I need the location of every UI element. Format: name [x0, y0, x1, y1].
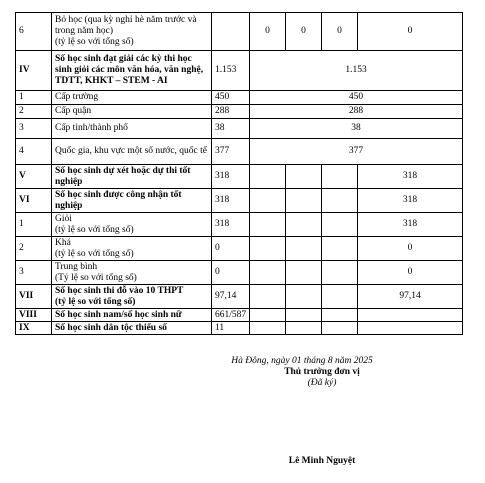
- row-number: 2: [16, 105, 52, 119]
- table-row: [16, 105, 463, 119]
- value-cell: 97,14: [358, 285, 463, 309]
- row-label: Bỏ học (qua kỳ nghỉ hè năm trước và trong năm học) (tỷ lệ so với tổng số): [52, 13, 212, 51]
- value-cell: 0: [358, 237, 463, 261]
- table-row: [16, 285, 463, 309]
- row-number: 3: [16, 119, 52, 139]
- table-row: [16, 91, 463, 105]
- empty-cell: [358, 309, 463, 322]
- report-table: [15, 12, 463, 335]
- row-label: Số học sinh thi đỗ vào 10 THPT (tỷ lệ so với tổng số): [52, 285, 212, 309]
- merged-value-cell: 1.153: [250, 51, 463, 91]
- empty-cell: [286, 237, 322, 261]
- table-row: [16, 213, 463, 237]
- empty-cell: [250, 309, 286, 322]
- empty-cell: [286, 285, 322, 309]
- empty-cell: [250, 213, 286, 237]
- report-table-body: [16, 13, 463, 335]
- row-number: 3: [16, 261, 52, 285]
- value-cell: 318: [358, 165, 463, 189]
- row-number: IX: [16, 322, 52, 335]
- table-row: [16, 261, 463, 285]
- empty-cell: [250, 189, 286, 213]
- row-label: Số học sinh được công nhận tốt nghiệp: [52, 189, 212, 213]
- row-number: 6: [16, 13, 52, 51]
- empty-cell: [250, 285, 286, 309]
- row-number: VII: [16, 285, 52, 309]
- table-row: [16, 322, 463, 335]
- table-row: [16, 165, 463, 189]
- empty-cell: [322, 165, 358, 189]
- total-cell: 318: [212, 165, 250, 189]
- table-row: [16, 139, 463, 165]
- empty-cell: [250, 261, 286, 285]
- signature-date: Hà Đông, ngày 01 tháng 8 năm 2025: [231, 356, 373, 366]
- table-row: [16, 189, 463, 213]
- table-row: [16, 51, 463, 91]
- empty-cell: [322, 309, 358, 322]
- signature-title: Thủ trưởng đơn vị: [284, 367, 360, 377]
- total-cell: 661/587: [212, 309, 250, 322]
- row-number: 1: [16, 213, 52, 237]
- empty-cell: [322, 285, 358, 309]
- value-cell: 318: [358, 213, 463, 237]
- total-cell: 377: [212, 139, 250, 165]
- empty-cell: [286, 213, 322, 237]
- value-cell: [212, 13, 250, 51]
- empty-cell: [250, 322, 286, 335]
- total-cell: 318: [212, 213, 250, 237]
- merged-value-cell: 450: [250, 91, 463, 105]
- total-cell: 318: [212, 189, 250, 213]
- empty-cell: [322, 322, 358, 335]
- row-label: Số học sinh dân tộc thiểu số: [52, 322, 212, 335]
- total-cell: 1.153: [212, 51, 250, 91]
- total-cell: 38: [212, 119, 250, 139]
- empty-cell: [286, 309, 322, 322]
- row-label: Cấp quận: [52, 105, 212, 119]
- row-label: Khá (tỷ lệ so với tổng số): [52, 237, 212, 261]
- row-label: Cấp tỉnh/thành phố: [52, 119, 212, 139]
- table-row: [16, 119, 463, 139]
- row-number: V: [16, 165, 52, 189]
- row-label: Số học sinh đạt giải các kỳ thi học sinh giỏi các môn văn hóa, văn nghệ, TDTT, KHKT – STEM - AI: [52, 51, 212, 91]
- empty-cell: [250, 165, 286, 189]
- row-label: Số học sinh nam/số học sinh nữ: [52, 309, 212, 322]
- total-cell: 0: [212, 237, 250, 261]
- merged-value-cell: 377: [250, 139, 463, 165]
- row-number: IV: [16, 51, 52, 91]
- table-row: [16, 237, 463, 261]
- value-cell: 0: [358, 13, 463, 51]
- row-number: 2: [16, 237, 52, 261]
- value-cell: 318: [358, 189, 463, 213]
- empty-cell: [322, 213, 358, 237]
- table-row: [16, 309, 463, 322]
- empty-cell: [286, 165, 322, 189]
- value-cell: 0: [322, 13, 358, 51]
- total-cell: 0: [212, 261, 250, 285]
- table-row: [16, 13, 463, 51]
- signature-note: (Đã ký): [307, 378, 337, 388]
- row-label: Trung bình (Tỷ lệ so với tổng số): [52, 261, 212, 285]
- signature-name: Lê Minh Nguyệt: [288, 456, 356, 466]
- row-number: 1: [16, 91, 52, 105]
- empty-cell: [322, 261, 358, 285]
- empty-cell: [286, 189, 322, 213]
- value-cell: 0: [250, 13, 286, 51]
- row-label: Giỏi (tỷ lệ so với tổng số): [52, 213, 212, 237]
- total-cell: 288: [212, 105, 250, 119]
- empty-cell: [322, 237, 358, 261]
- empty-cell: [250, 237, 286, 261]
- total-cell: 11: [212, 322, 250, 335]
- merged-value-cell: 288: [250, 105, 463, 119]
- value-cell: 0: [358, 261, 463, 285]
- total-cell: 97,14: [212, 285, 250, 309]
- row-number: 4: [16, 139, 52, 165]
- empty-cell: [286, 261, 322, 285]
- merged-value-cell: 38: [250, 119, 463, 139]
- empty-cell: [286, 322, 322, 335]
- empty-cell: [358, 322, 463, 335]
- row-label: Số học sinh dự xét hoặc dự thi tốt nghiệp: [52, 165, 212, 189]
- row-number: VIII: [16, 309, 52, 322]
- total-cell: 450: [212, 91, 250, 105]
- row-number: VI: [16, 189, 52, 213]
- value-cell: 0: [286, 13, 322, 51]
- row-label: Cấp trường: [52, 91, 212, 105]
- empty-cell: [322, 189, 358, 213]
- row-label: Quốc gia, khu vực một số nước, quốc tế: [52, 139, 212, 165]
